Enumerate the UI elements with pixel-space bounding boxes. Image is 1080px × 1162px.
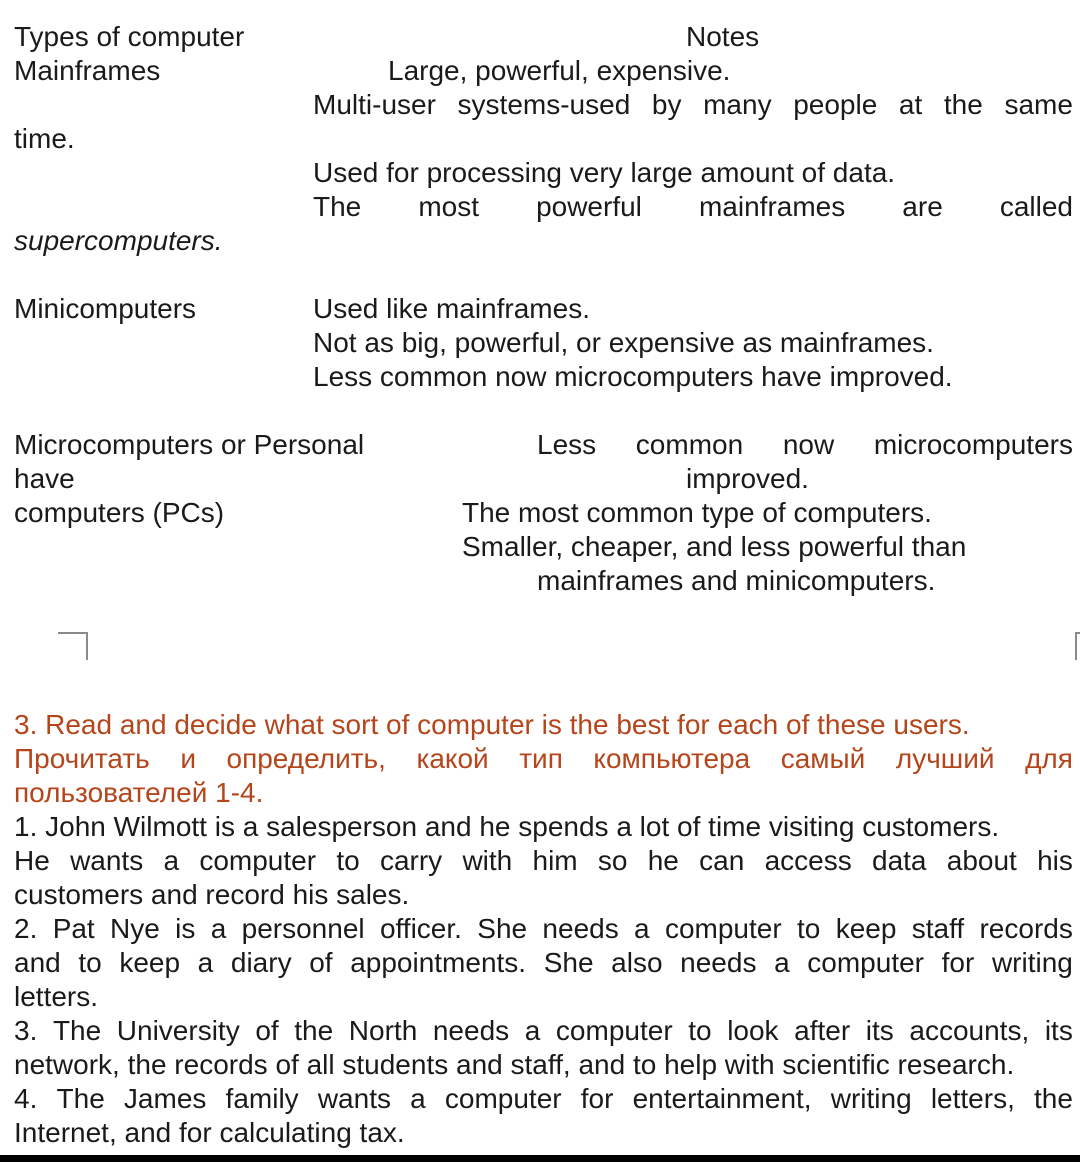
word: needs (542, 913, 619, 944)
word: keep (119, 947, 181, 978)
mainframes-note-4 (313, 190, 1073, 224)
word: to (797, 913, 821, 944)
word: its (1044, 1015, 1073, 1046)
word: appointments. (350, 947, 527, 978)
word: systems-used (457, 89, 631, 120)
word: She (477, 913, 528, 944)
row-label-minicomputers: Minicomputers (14, 293, 197, 324)
word: writing (991, 947, 1073, 978)
exercise-item-1-line-3: customers and record his sales. (14, 879, 410, 910)
word: какой (416, 743, 489, 774)
word: a (524, 1015, 541, 1046)
exercise-item-1-line-2 (14, 844, 1073, 878)
row-label-microcomputers-1: Microcomputers or Personal (14, 429, 365, 460)
word: he (647, 845, 679, 876)
word: The (56, 1083, 105, 1114)
exercise-item-2-line-2 (14, 946, 1073, 980)
exercise-item-2-line-1 (14, 912, 1073, 946)
word: for (580, 1083, 614, 1114)
word: most (418, 191, 479, 222)
exercise-item-3-line-2: network, the records of all students and staff, and to help with scientific research. (14, 1049, 1015, 1080)
word: called (999, 191, 1073, 222)
word: She (543, 947, 594, 978)
word: so (597, 845, 628, 876)
exercise-item-2-line-3: letters. (14, 981, 99, 1012)
word: at (898, 89, 923, 120)
word: North (348, 1015, 418, 1046)
page-corner-mark-right (1050, 632, 1080, 660)
column-header-types: Types of computer (14, 21, 245, 52)
word: staff (911, 913, 965, 944)
word: entertainment, (632, 1083, 812, 1114)
word: needs (680, 947, 757, 978)
word: a (210, 913, 227, 944)
word: лучший (895, 743, 995, 774)
word: 4. (14, 1083, 38, 1114)
mainframes-note-2 (313, 88, 1073, 122)
word: University (116, 1015, 240, 1046)
mainframes-note-4-cont: supercomputers. (14, 225, 223, 256)
word: for (941, 947, 975, 978)
word: access (764, 845, 852, 876)
microcomputers-note-1 (537, 428, 1073, 462)
word: He (14, 845, 50, 876)
word: компьютера (593, 743, 751, 774)
word: Nye (110, 913, 160, 944)
word: people (793, 89, 878, 120)
mainframes-note-1: Large, powerful, expensive. (388, 55, 731, 86)
minicomputers-note-2: Not as big, powerful, or expensive as mainframes. (313, 327, 934, 358)
word: a (774, 947, 790, 978)
word: the (294, 1015, 334, 1046)
word: самый (780, 743, 866, 774)
word: accounts, (909, 1015, 1030, 1046)
exercise-item-4-line-2: Internet, and for calculating tax. (14, 1117, 405, 1148)
word: same (1004, 89, 1073, 120)
word: many (703, 89, 772, 120)
word: wants (317, 1083, 391, 1114)
word: family (225, 1083, 299, 1114)
word: computer (555, 1015, 673, 1046)
word: is (175, 913, 196, 944)
word: Less (537, 429, 597, 460)
word: James (123, 1083, 207, 1114)
row-label-microcomputers-2: have (14, 463, 75, 494)
word: data (872, 845, 927, 876)
word: a (163, 845, 180, 876)
word: computer (807, 947, 924, 978)
word: him (532, 845, 578, 876)
word: writing (830, 1083, 912, 1114)
word: The (52, 1015, 102, 1046)
word: the (1034, 1083, 1073, 1114)
word: after (794, 1015, 851, 1046)
word: computer (664, 913, 782, 944)
word: to (78, 947, 102, 978)
word: look (727, 1015, 779, 1046)
microcomputers-note-2: The most common type of computers. (462, 497, 932, 528)
exercise-heading-line-3: пользователей 1-4. (14, 777, 264, 808)
word: carry (379, 845, 443, 876)
word: a (410, 1083, 426, 1114)
word: Pat (52, 913, 95, 944)
row-label-microcomputers-3: computers (PCs) (14, 497, 225, 528)
minicomputers-note-1: Used like mainframes. (313, 293, 590, 324)
word: and (14, 947, 61, 978)
bottom-edge-bar (0, 1155, 1080, 1162)
word: для (1025, 743, 1073, 774)
mainframes-note-3: Used for processing very large amount of data. (313, 157, 896, 188)
word: определить, (226, 743, 386, 774)
word: of (255, 1015, 279, 1046)
word: officer. (379, 913, 462, 944)
word: his (1037, 845, 1073, 876)
word: its (865, 1015, 894, 1046)
word: mainframes (698, 191, 846, 222)
word: by (651, 89, 682, 120)
word: common (635, 429, 744, 460)
word: to (336, 845, 360, 876)
microcomputers-note-1-cont: improved. (686, 463, 809, 494)
word: now (782, 429, 835, 460)
word: Multi-user (313, 89, 436, 120)
word: to (688, 1015, 712, 1046)
word: diary (230, 947, 292, 978)
word: keep (835, 913, 897, 944)
word: a (197, 947, 214, 978)
minicomputers-note-3: Less common now microcomputers have improved. (313, 361, 953, 392)
word: needs (432, 1015, 510, 1046)
word: letters, (930, 1083, 1015, 1114)
word: the (943, 89, 983, 120)
exercise-heading-line-2 (14, 742, 1073, 776)
word: of (309, 947, 333, 978)
exercise-item-4-line-1 (14, 1082, 1073, 1116)
word: records (979, 913, 1073, 944)
word: 3. (14, 1015, 38, 1046)
word: with (462, 845, 513, 876)
microcomputers-note-4: mainframes and minicomputers. (537, 565, 936, 596)
exercise-item-1-line-1: 1. John Wilmott is a salesperson and he spends a lot of time visiting customers. (14, 811, 1000, 842)
word: 2. (14, 913, 38, 944)
word: тип (519, 743, 563, 774)
exercise-heading-line-1: 3. Read and decide what sort of computer is the best for each of these users. (14, 709, 970, 740)
word: are (902, 191, 943, 222)
mainframes-note-2-cont: time. (14, 123, 75, 154)
word: и (180, 743, 196, 774)
word: Прочитать (14, 743, 150, 774)
word: The (313, 191, 362, 222)
word: powerful (536, 191, 642, 222)
column-header-notes: Notes (686, 21, 760, 52)
word: also (611, 947, 663, 978)
page-corner-mark-left (58, 632, 88, 660)
word: about (946, 845, 1017, 876)
word: a (634, 913, 650, 944)
word: wants (70, 845, 144, 876)
word: microcomputers (873, 429, 1073, 460)
microcomputers-note-3: Smaller, cheaper, and less powerful than (462, 531, 967, 562)
word: can (699, 845, 745, 876)
row-label-mainframes: Mainframes (14, 55, 161, 86)
word: computer (444, 1083, 562, 1114)
word: computer (199, 845, 317, 876)
exercise-item-3-line-1 (14, 1014, 1073, 1048)
word: personnel (241, 913, 365, 944)
